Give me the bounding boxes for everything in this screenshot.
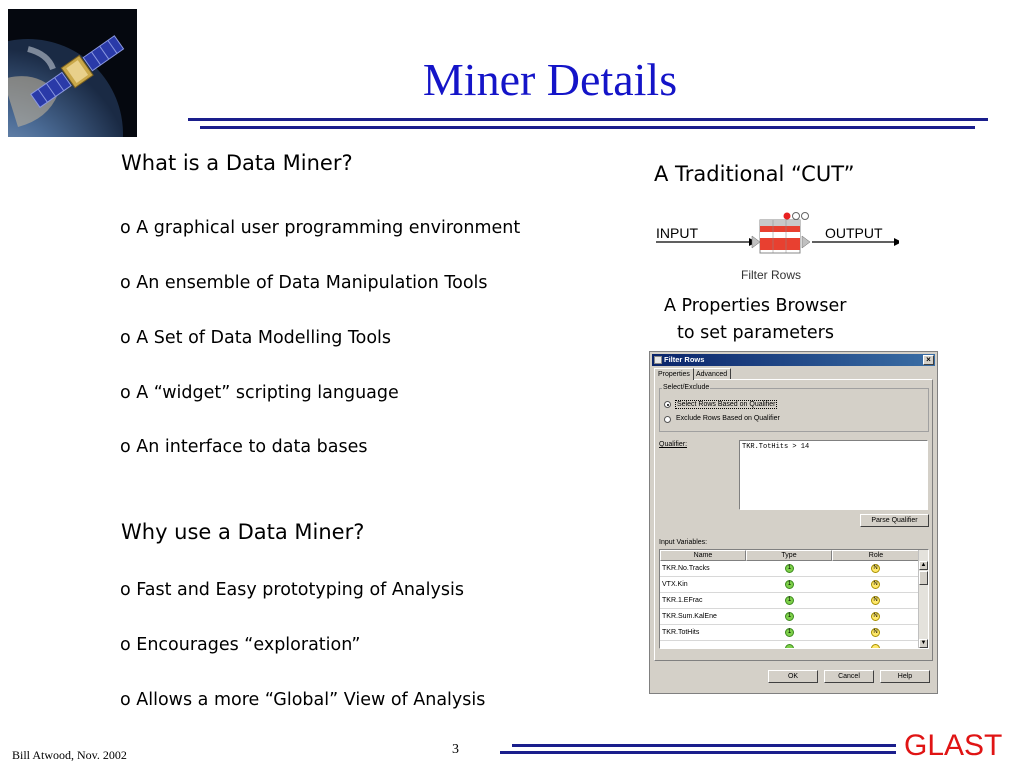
column-header-name[interactable]: Name [660, 550, 746, 561]
column-header-role[interactable]: Role [832, 550, 920, 561]
dialog-title: Filter Rows [664, 355, 705, 364]
role-badge [871, 644, 880, 649]
input-variables-table [659, 549, 929, 649]
cut-heading: A Traditional “CUT” [654, 162, 855, 186]
table-row[interactable] [660, 577, 920, 593]
bullet-item: o Fast and Easy prototyping of Analysis [120, 580, 464, 600]
title-rule-top [188, 118, 988, 121]
ok-button[interactable]: OK [768, 670, 818, 683]
satellite-logo [8, 9, 137, 137]
role-badge[interactable]: N [871, 564, 880, 573]
footer-rule-top [512, 744, 896, 747]
filter-rows-dialog [649, 351, 938, 694]
variable-name: TKR.TotHits [662, 629, 700, 636]
table-row[interactable] [660, 609, 920, 625]
variable-name: TKR.Sum.KalEne [662, 613, 717, 620]
type-badge [785, 644, 794, 649]
column-header-type[interactable]: Type [746, 550, 832, 561]
type-badge: 1 [785, 580, 794, 589]
output-label: OUTPUT [825, 225, 883, 241]
window-icon [654, 356, 662, 364]
table-row[interactable] [660, 625, 920, 641]
role-badge[interactable]: N [871, 628, 880, 637]
title-rule-bottom [200, 126, 975, 129]
role-badge[interactable]: N [871, 612, 880, 621]
qualifier-label: Qualifier: [659, 441, 688, 448]
browser-caption-line1: A Properties Browser [664, 296, 847, 316]
glast-logo: GLAST [904, 729, 1003, 762]
page-number: 3 [452, 742, 459, 757]
input-label: INPUT [656, 225, 698, 241]
qualifier-value: TKR.TotHits > 14 [742, 443, 810, 451]
parse-qualifier-button[interactable]: Parse Qualifier [860, 514, 929, 527]
tab-properties[interactable]: Properties [654, 368, 694, 380]
section2-heading: Why use a Data Miner? [121, 520, 365, 544]
variable-name: VTX.Kin [662, 581, 688, 588]
radio-exclude-rows[interactable] [664, 416, 671, 423]
dialog-titlebar[interactable] [652, 354, 935, 366]
browser-caption-line2: to set parameters [677, 323, 834, 343]
variable-name: TKR.No.Tracks [662, 565, 710, 572]
help-button[interactable]: Help [880, 670, 930, 683]
bullet-item: o A graphical user programming environment [120, 218, 521, 238]
role-badge[interactable]: N [871, 596, 880, 605]
radio-select-label: Select Rows Based on Qualifier [677, 401, 776, 408]
table-row-partial [660, 641, 920, 649]
scroll-thumb[interactable] [919, 571, 928, 585]
bullet-item: o Encourages “exploration” [120, 635, 361, 655]
tab-advanced[interactable]: Advanced [692, 368, 731, 380]
table-row[interactable] [660, 561, 920, 577]
type-badge: 1 [785, 564, 794, 573]
group-label: Select/Exclude [663, 384, 710, 391]
table-row[interactable] [660, 593, 920, 609]
bullet-item: o Allows a more “Global” View of Analysis [120, 690, 486, 710]
cancel-button[interactable]: Cancel [824, 670, 874, 683]
type-badge: 1 [785, 628, 794, 637]
type-badge: 1 [785, 612, 794, 621]
table-scrollbar[interactable] [918, 550, 928, 649]
bullet-item: o A Set of Data Modelling Tools [120, 328, 392, 348]
select-exclude-group [659, 384, 929, 432]
bullet-item: o An ensemble of Data Manipulation Tools [120, 273, 488, 293]
properties-panel [654, 379, 933, 661]
section1-heading: What is a Data Miner? [121, 151, 353, 175]
type-badge: 1 [785, 596, 794, 605]
bullet-item: o An interface to data bases [120, 437, 368, 457]
scroll-down-icon[interactable]: ▼ [920, 640, 927, 646]
footer-rule-bottom [500, 751, 896, 754]
qualifier-textarea[interactable] [739, 440, 928, 510]
footer-author: Bill Atwood, Nov. 2002 [12, 748, 127, 762]
scroll-up-icon[interactable]: ▲ [920, 562, 927, 568]
radio-select-rows[interactable] [664, 401, 671, 408]
close-icon[interactable]: × [923, 355, 934, 365]
page-title: Miner Details [422, 54, 678, 105]
filter-rows-diagram [654, 206, 899, 258]
filter-rows-node-label: Filter Rows [741, 268, 802, 282]
radio-exclude-label: Exclude Rows Based on Qualifier [676, 415, 780, 422]
input-variables-label: Input Variables: [659, 539, 708, 546]
variable-name: TKR.1.EFrac [662, 597, 703, 604]
role-badge[interactable]: N [871, 580, 880, 589]
bullet-item: o A “widget” scripting language [120, 383, 399, 403]
